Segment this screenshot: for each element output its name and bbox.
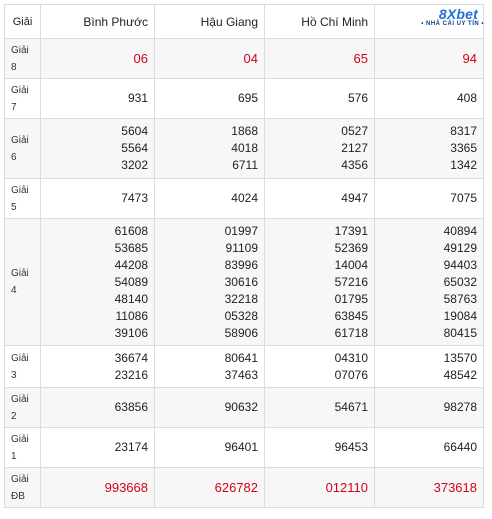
prize-row-1 [5, 428, 484, 468]
result-cell-fourth [375, 219, 484, 346]
prize-label-text: Giải [11, 352, 29, 364]
prize-column-header: Giải [5, 5, 41, 39]
result-cell-hau-giang [155, 388, 265, 428]
result-number: 1868 [231, 124, 258, 138]
result-number: 83996 [224, 257, 258, 272]
result-number: 32218 [224, 291, 258, 306]
result-number: 63856 [114, 400, 148, 414]
result-number: 23216 [114, 367, 148, 382]
result-number: 80641 [224, 350, 258, 365]
result-number: 39106 [114, 325, 148, 340]
result-number: 54671 [334, 400, 368, 414]
result-cell-ho-chi-minh [265, 179, 375, 219]
result-number: 37463 [224, 367, 258, 382]
result-cell-hau-giang [155, 119, 265, 179]
result-cell-ho-chi-minh [265, 428, 375, 468]
result-number: 52369 [334, 240, 368, 255]
result-number: 3202 [121, 158, 148, 172]
8xbet-logo [388, 6, 486, 32]
result-number: 626782 [214, 480, 258, 495]
result-number: 8317 [450, 124, 477, 138]
result-number: 53685 [114, 240, 148, 255]
result-cell-ho-chi-minh [265, 346, 375, 388]
result-number: 04 [243, 51, 258, 66]
result-cell-hau-giang [155, 468, 265, 508]
result-number: 373618 [433, 480, 477, 495]
result-number: 48542 [443, 367, 477, 382]
result-number: 06 [133, 51, 148, 66]
result-cell-fourth [375, 468, 484, 508]
result-number: 17391 [334, 223, 368, 238]
result-cell-hau-giang [155, 79, 265, 119]
result-number: 48140 [114, 291, 148, 306]
result-number: 14004 [334, 257, 368, 272]
prize-label [5, 468, 41, 508]
result-number: 54089 [114, 274, 148, 289]
result-cell-fourth [375, 428, 484, 468]
result-number: 01795 [334, 291, 368, 306]
result-number: 07076 [334, 367, 368, 382]
prize-label-text: Giải [11, 134, 29, 146]
result-number: 63845 [334, 308, 368, 323]
result-number: 61718 [334, 325, 368, 340]
prize-label [5, 79, 41, 119]
8xbet-logo-wordmark [439, 6, 478, 22]
result-cell-fourth [375, 39, 484, 79]
result-number: 4018 [231, 141, 258, 155]
result-cell-fourth [375, 79, 484, 119]
result-number: 96453 [334, 440, 368, 454]
result-number: 30616 [224, 274, 258, 289]
result-number: 408 [456, 91, 477, 105]
result-number: 0527 [341, 124, 368, 138]
result-cell-hau-giang [155, 219, 265, 346]
result-number: 7473 [121, 191, 148, 205]
prize-label-rank: 1 [11, 450, 17, 462]
result-number: 993668 [104, 480, 148, 495]
result-number: 80415 [443, 325, 477, 340]
lottery-results-table [4, 4, 484, 508]
prize-label-text: Giải [11, 433, 29, 445]
prize-label-rank: 2 [11, 410, 17, 422]
result-cell-binh-phuoc [41, 428, 155, 468]
province-header-ho-chi-minh[interactable]: Hồ Chí Minh [265, 5, 375, 39]
prize-label [5, 179, 41, 219]
result-cell-binh-phuoc [41, 219, 155, 346]
result-number: 94403 [443, 257, 477, 272]
prize-row-3 [5, 346, 484, 388]
prize-label-rank: ĐB [11, 490, 25, 502]
prize-label-rank: 3 [11, 369, 17, 381]
result-cell-binh-phuoc [41, 39, 155, 79]
result-number: 61608 [114, 223, 148, 238]
result-number: 13570 [443, 350, 477, 365]
result-number: 05328 [224, 308, 258, 323]
prize-label [5, 119, 41, 179]
province-header-hau-giang[interactable]: Hậu Giang [155, 5, 265, 39]
result-cell-hau-giang [155, 179, 265, 219]
prize-label-text: Giải [11, 268, 29, 279]
result-cell-fourth [375, 119, 484, 179]
result-cell-hau-giang [155, 346, 265, 388]
result-number: 65 [353, 51, 368, 66]
result-number: 6711 [232, 158, 258, 172]
result-number: 695 [237, 91, 258, 105]
prize-label [5, 388, 41, 428]
result-cell-binh-phuoc [41, 388, 155, 428]
prize-label-text: Giải [11, 84, 29, 96]
result-number: 98278 [443, 400, 477, 414]
prize-row-7 [5, 79, 484, 119]
result-number: 4947 [341, 191, 368, 205]
prize-row-2 [5, 388, 484, 428]
result-number: 23174 [114, 440, 148, 454]
prize-label-rank: 7 [11, 101, 17, 113]
prize-label-rank: 6 [11, 151, 17, 163]
result-number: 012110 [325, 480, 368, 495]
result-number: 576 [347, 91, 368, 105]
prize-label [5, 39, 41, 79]
result-number: 11086 [115, 308, 148, 323]
result-number: 36674 [114, 350, 148, 365]
result-cell-binh-phuoc [41, 79, 155, 119]
result-cell-hau-giang [155, 39, 265, 79]
prize-row-db [5, 468, 484, 508]
province-header-binh-phuoc[interactable]: Bình Phước [41, 5, 155, 39]
result-cell-fourth [375, 179, 484, 219]
prize-label-text: Giải [11, 393, 29, 405]
result-cell-binh-phuoc [41, 468, 155, 508]
result-cell-fourth [375, 388, 484, 428]
result-number: 58763 [443, 291, 477, 306]
prize-label-text: Giải [11, 44, 29, 56]
prize-row-4 [5, 219, 484, 346]
prize-label [5, 219, 41, 346]
prize-label-rank: 8 [11, 61, 17, 73]
prize-label-text: Giải [11, 184, 29, 196]
result-number: 49129 [443, 240, 477, 255]
result-number: 931 [127, 91, 148, 105]
result-cell-hau-giang [155, 428, 265, 468]
prize-row-6 [5, 119, 484, 179]
result-cell-ho-chi-minh [265, 219, 375, 346]
result-number: 90632 [224, 400, 258, 414]
result-number: 2127 [341, 141, 368, 155]
result-number: 3365 [450, 141, 477, 155]
result-number: 96401 [224, 440, 258, 454]
result-cell-ho-chi-minh [265, 39, 375, 79]
prize-row-8 [5, 39, 484, 79]
result-cell-ho-chi-minh [265, 119, 375, 179]
logo-tagline: • NHÀ CÁI UY TÍN • [421, 21, 484, 27]
result-number: 1342 [450, 158, 477, 172]
result-number: 7075 [450, 191, 477, 205]
result-cell-binh-phuoc [41, 346, 155, 388]
result-number: 5564 [121, 141, 148, 155]
result-number: 01997 [224, 223, 258, 238]
prize-label-rank: 5 [11, 201, 17, 213]
result-number: 65032 [443, 274, 477, 289]
prize-label [5, 428, 41, 468]
result-cell-fourth [375, 346, 484, 388]
result-number: 04310 [334, 350, 368, 365]
result-number: 94 [462, 51, 477, 66]
result-number: 58906 [224, 325, 258, 340]
prize-label [5, 346, 41, 388]
result-number: 4024 [231, 191, 258, 205]
prize-row-5 [5, 179, 484, 219]
result-number: 5604 [121, 124, 148, 138]
result-number: 57216 [334, 274, 368, 289]
result-number: 66440 [443, 440, 477, 454]
logo-number: 8X [438, 6, 457, 22]
result-number: 40894 [443, 223, 477, 238]
result-cell-ho-chi-minh [265, 79, 375, 119]
result-cell-ho-chi-minh [265, 468, 375, 508]
prize-label-rank: 4 [11, 285, 17, 296]
result-cell-ho-chi-minh [265, 388, 375, 428]
result-number: 91109 [225, 240, 258, 255]
prize-label-text: Giải [11, 473, 29, 485]
logo-brand-text: bet [456, 6, 478, 22]
result-number: 4356 [341, 158, 368, 172]
result-number: 19084 [443, 308, 477, 323]
result-cell-binh-phuoc [41, 179, 155, 219]
result-cell-binh-phuoc [41, 119, 155, 179]
result-number: 44208 [114, 257, 148, 272]
